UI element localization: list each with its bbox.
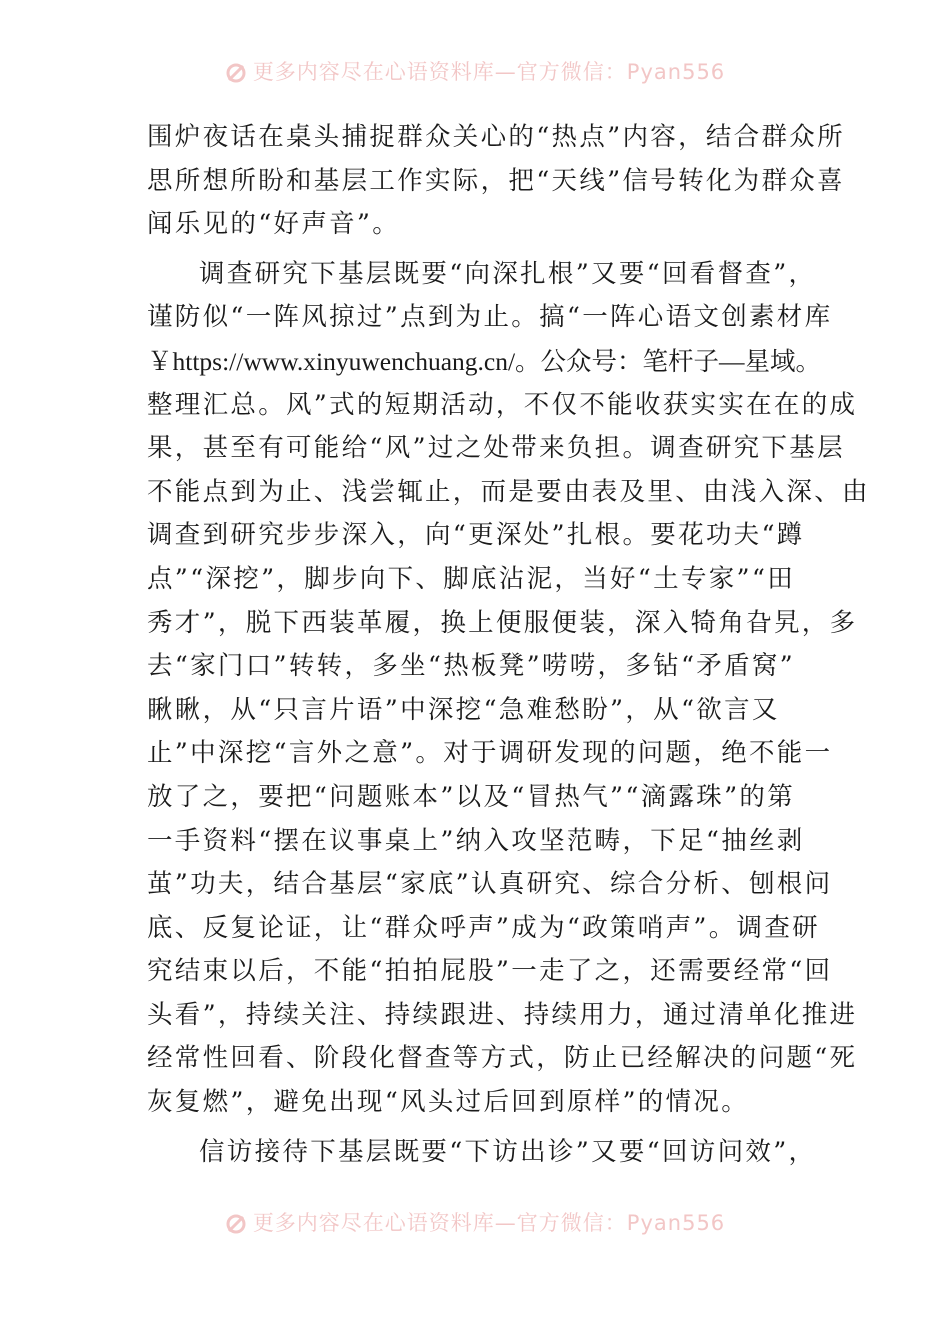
text-line: 信访接待下基层既要“下访出诊”又要“回访问效”， bbox=[199, 1136, 817, 1167]
text-line: 止”中深挖“言外之意”。对于调研发现的问题，绝不能一 bbox=[147, 738, 833, 769]
text-line: 谨防似“一阵风掠过”点到为止。搞“一阵心语文创素材库 bbox=[147, 302, 833, 333]
watermark-text: 更多内容尽在心语资料库—官方微信：Pyan556 bbox=[252, 60, 726, 84]
document-body bbox=[147, 116, 870, 1174]
watermark-text: 更多内容尽在心语资料库—官方微信：Pyan556 bbox=[252, 1211, 726, 1235]
header-watermark bbox=[0, 52, 950, 92]
text-line: 茧”功夫，结合基层“家底”认真研究、综合分析、刨根问 bbox=[147, 869, 833, 900]
text-line: 一手资料“摆在议事桌上”纳入攻坚范畴，下足“抽丝剥 bbox=[147, 825, 805, 856]
text-line: 瞅瞅，从“只言片语”中深挖“急难愁盼”，从“欲言又 bbox=[147, 694, 780, 725]
watermark-logo-icon bbox=[225, 1213, 247, 1235]
text-line: 灰复燃”，避免出现“风头过后回到原样”的情况。 bbox=[147, 1087, 750, 1118]
text-line: 秀才”，脱下西装革履，换上便服便装，深入犄角旮旯，多 bbox=[147, 607, 858, 638]
paragraph-3 bbox=[147, 1131, 827, 1175]
footer-watermark bbox=[0, 1203, 950, 1243]
text-line: 调查研究下基层既要“向深扎根”又要“回看督查”， bbox=[199, 258, 817, 289]
text-line: 底、反复论证，让“群众呼声”成为“政策哨声”。调查研 bbox=[147, 912, 820, 943]
text-line: 闻乐见的“好声音”。 bbox=[147, 209, 401, 240]
watermark-logo-icon bbox=[225, 62, 247, 84]
text-line: 围炉夜话在桌头捕捉群众关心的“热点”内容，结合群众所 bbox=[147, 122, 845, 152]
text-line: 放了之，要把“问题账本”以及“冒热气”“滴露珠”的第 bbox=[147, 781, 796, 812]
text-line: 思所想所盼和基层工作实际，把“天线”信号转化为群众喜 bbox=[147, 165, 845, 196]
text-line: 头看”，持续关注、持续跟进、持续用力，通过清单化推进 bbox=[147, 999, 858, 1030]
text-line: 果，甚至有可能给“风”过之处带来负担。调查研究下基层 bbox=[147, 433, 845, 464]
text-line: 去“家门口”转转，多坐“热板凳”唠唠，多钻“矛盾窝” bbox=[147, 651, 796, 682]
paragraph-1 bbox=[147, 116, 845, 247]
text-line: 点”“深挖”，脚步向下、脚底沾泥，当好“土专家”“田 bbox=[147, 563, 796, 594]
text-line: 究结束以后，不能“拍拍屁股”一走了之，还需要经常“回 bbox=[147, 956, 833, 987]
text-line: 调查到研究步步深入，向“更深处”扎根。要花功夫“蹲 bbox=[147, 520, 805, 551]
text-line: 经常性回看、阶段化督查等方式，防止已经解决的问题“死 bbox=[147, 1043, 858, 1074]
text-line: 整理汇总。风”式的短期活动，不仅不能收获实实在在的成 bbox=[147, 389, 858, 420]
url-line: ￥https://www.xinyuwenchuang.cn/。公众号：笔杆子—星域。 bbox=[147, 346, 822, 376]
paragraph-2 bbox=[147, 253, 870, 1125]
text-line: 不能点到为止、浅尝辄止，而是要由表及里、由浅入深、由 bbox=[147, 476, 870, 507]
